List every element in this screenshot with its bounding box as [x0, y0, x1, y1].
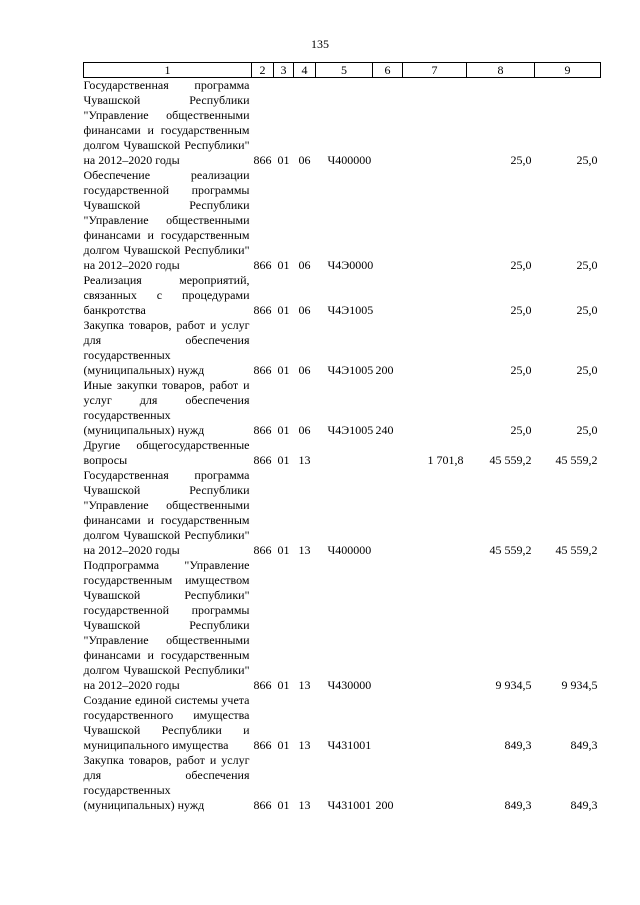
cell-target-article: Ч400000	[327, 153, 372, 167]
cell-admin-code: 866	[253, 798, 272, 812]
cell-expense-group: 200	[375, 798, 394, 812]
cell-admin-code: 866	[253, 363, 272, 377]
cell-section: 01	[277, 423, 290, 437]
cell-admin-code: 866	[253, 678, 272, 692]
cell-section: 01	[277, 303, 290, 317]
cell-expense-group	[373, 438, 403, 468]
cell-description: Обеспечение реализации государственной программы Чувашской Республики "Управление общественными финансами и государственным долгом Чувашской Республики" на 2012–2020 годы	[83, 168, 250, 272]
cell-amount-col8: 25,0	[510, 153, 532, 167]
table-row	[84, 78, 601, 169]
table-row	[84, 753, 601, 813]
cell-subsection: 06	[298, 258, 311, 272]
cell-amount-col9: 45 559,2	[555, 453, 598, 467]
column-header: 4	[294, 63, 316, 78]
cell-amount-col8: 849,3	[504, 798, 532, 812]
cell-subsection: 13	[298, 738, 311, 752]
cell-target-article: Ч4Э1005	[327, 363, 374, 377]
cell-expense-group	[373, 78, 403, 169]
table-row	[84, 468, 601, 558]
cell-description: Закупка товаров, работ и услуг для обеспечения государственных (муниципальных) нужд	[83, 753, 250, 812]
cell-subsection: 13	[298, 453, 311, 467]
cell-admin-code: 866	[253, 423, 272, 437]
header-row	[84, 63, 601, 78]
table-row	[84, 318, 601, 378]
cell-section: 01	[277, 453, 290, 467]
cell-target-article: Ч431001	[327, 738, 372, 752]
cell-subsection: 13	[298, 798, 311, 812]
cell-amount-col7	[403, 273, 467, 318]
cell-target-article: Ч4Э1005	[327, 423, 374, 437]
cell-target-article: Ч4Э1005	[327, 303, 374, 317]
cell-amount-col8: 25,0	[510, 423, 532, 437]
cell-amount-col7	[403, 378, 467, 438]
cell-amount-col8: 25,0	[510, 258, 532, 272]
table-header	[84, 63, 601, 78]
cell-amount-col7	[403, 318, 467, 378]
column-header: 1	[84, 63, 252, 78]
table-row	[84, 168, 601, 273]
cell-description: Подпрограмма "Управление государственным имуществом Чувашской Республики" государственной программы Чувашской Республики "Управление общественными финансами и государственным долгом Чувашской Республики" на 2012–2020 годы	[83, 558, 250, 692]
cell-expense-group: 200	[375, 363, 394, 377]
cell-amount-col8: 849,3	[504, 738, 532, 752]
cell-section: 01	[277, 258, 290, 272]
cell-subsection: 13	[298, 678, 311, 692]
cell-expense-group: 240	[375, 423, 394, 437]
table-row	[84, 438, 601, 468]
column-header: 3	[274, 63, 294, 78]
cell-amount-col7	[403, 468, 467, 558]
cell-description: Создание единой системы учета государственного имущества Чувашской Республики и муниципального имущества	[83, 693, 250, 752]
cell-target-article: Ч430000	[327, 678, 372, 692]
cell-description: Иные закупки товаров, работ и услуг для обеспечения государственных (муниципальных) нужд	[83, 378, 250, 437]
cell-expense-group	[373, 273, 403, 318]
cell-subsection: 06	[298, 423, 311, 437]
cell-amount-col7	[403, 693, 467, 753]
cell-subsection: 06	[298, 153, 311, 167]
cell-section: 01	[277, 153, 290, 167]
cell-amount-col8: 25,0	[510, 303, 532, 317]
cell-admin-code: 866	[253, 258, 272, 272]
table-row	[84, 273, 601, 318]
cell-description: Государственная программа Чувашской Республики "Управление общественными финансами и государственным долгом Чувашской Республики" на 2012–2020 годы	[83, 468, 250, 557]
cell-description: Другие общегосударственные вопросы	[83, 438, 250, 467]
cell-description: Государственная программа Чувашской Республики "Управление общественными финансами и государственным долгом Чувашской Республики" на 2012–2020 годы	[83, 78, 250, 167]
cell-expense-group	[373, 693, 403, 753]
cell-amount-col9: 849,3	[570, 798, 598, 812]
cell-amount-col8: 45 559,2	[489, 543, 532, 557]
cell-amount-col7: 1 701,8	[427, 453, 464, 467]
table-body	[84, 78, 601, 814]
cell-amount-col9: 25,0	[576, 363, 598, 377]
cell-expense-group	[373, 558, 403, 693]
cell-description: Реализация мероприятий, связанных с процедурами банкротства	[83, 273, 250, 317]
cell-target-article: Ч400000	[327, 543, 372, 557]
cell-admin-code: 866	[253, 453, 272, 467]
table-row	[84, 693, 601, 753]
cell-section: 01	[277, 363, 290, 377]
cell-amount-col8: 25,0	[510, 363, 532, 377]
cell-amount-col7	[403, 753, 467, 813]
page-number: 135	[311, 37, 329, 51]
cell-amount-col8: 45 559,2	[489, 453, 532, 467]
cell-amount-col9: 25,0	[576, 153, 598, 167]
column-header: 9	[535, 63, 601, 78]
cell-amount-col7	[403, 78, 467, 169]
cell-section: 01	[277, 798, 290, 812]
cell-admin-code: 866	[253, 303, 272, 317]
cell-target-article: Ч4Э0000	[327, 258, 374, 272]
cell-expense-group	[373, 468, 403, 558]
budget-table	[83, 62, 601, 813]
cell-amount-col9: 25,0	[576, 258, 598, 272]
column-header: 2	[252, 63, 274, 78]
cell-admin-code: 866	[253, 153, 272, 167]
column-header: 6	[373, 63, 403, 78]
cell-amount-col9: 25,0	[576, 303, 598, 317]
table-row	[84, 378, 601, 438]
cell-amount-col7	[403, 168, 467, 273]
cell-subsection: 06	[298, 303, 311, 317]
cell-subsection: 13	[298, 543, 311, 557]
cell-admin-code: 866	[253, 543, 272, 557]
cell-target-article	[316, 438, 373, 468]
column-header: 7	[403, 63, 467, 78]
cell-section: 01	[277, 543, 290, 557]
cell-admin-code: 866	[253, 738, 272, 752]
cell-section: 01	[277, 678, 290, 692]
cell-description: Закупка товаров, работ и услуг для обеспечения государственных (муниципальных) нужд	[83, 318, 250, 377]
cell-amount-col8: 9 934,5	[495, 678, 532, 692]
cell-subsection: 06	[298, 363, 311, 377]
column-header: 8	[467, 63, 535, 78]
cell-amount-col7	[403, 558, 467, 693]
cell-amount-col9: 849,3	[570, 738, 598, 752]
cell-target-article: Ч431001	[327, 798, 372, 812]
cell-amount-col9: 25,0	[576, 423, 598, 437]
cell-expense-group	[373, 168, 403, 273]
column-header: 5	[316, 63, 373, 78]
cell-amount-col9: 45 559,2	[555, 543, 598, 557]
cell-section: 01	[277, 738, 290, 752]
table-row	[84, 558, 601, 693]
cell-amount-col9: 9 934,5	[561, 678, 598, 692]
